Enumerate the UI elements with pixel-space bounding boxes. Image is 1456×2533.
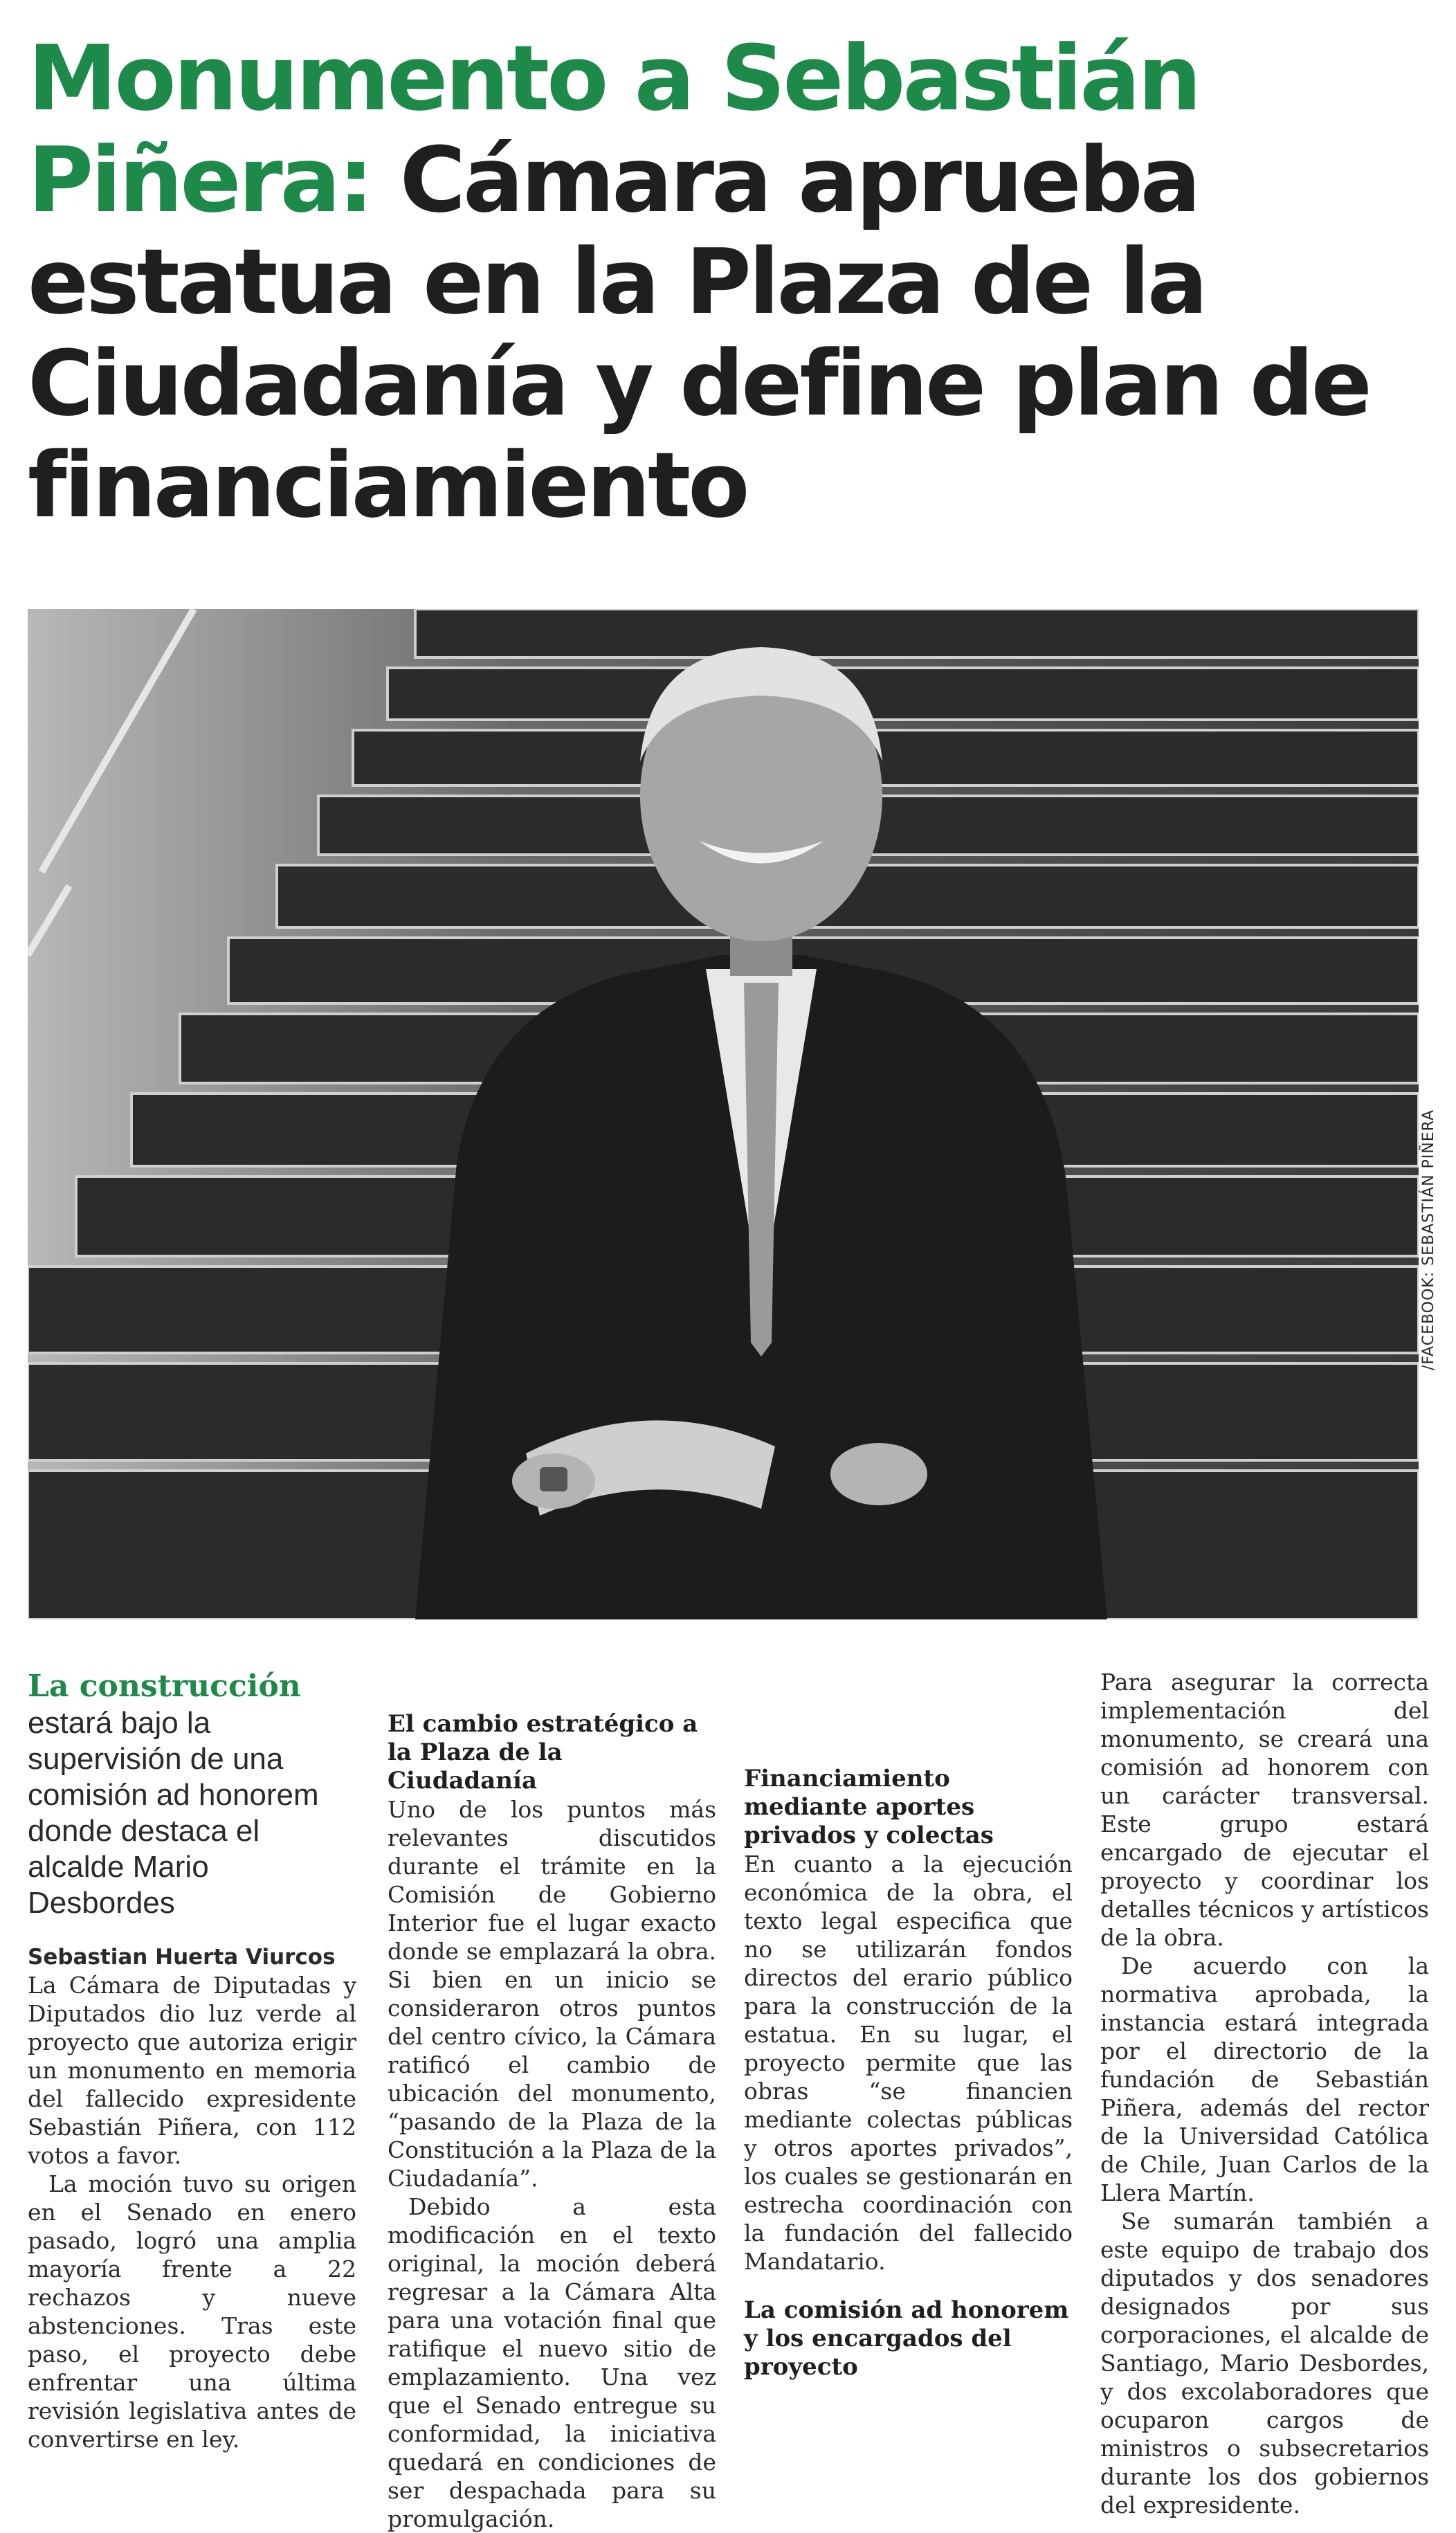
- photo-credit: /FACEBOOK: SEBASTIÁN PIÑERA: [1420, 1109, 1437, 1370]
- paragraph-7: De acuerdo con la normativa aprobada, la instancia estará integrada por el directorio de la fundación de Sebastián Piñera, además del rector de la Universidad Católica de Chile, Juan Carlos de la Llera Martín.: [1100, 1952, 1429, 2206]
- headline-black-part: Cámara aprueba estatua en la Plaza de la Ciudadanía y define plan de financiamiento: [28, 127, 1369, 538]
- main-photo: [28, 609, 1419, 1619]
- column-2: [388, 1661, 716, 2533]
- paragraph-5: En cuanto a la ejecución económica de la obra, el texto legal especifica que no se utilizarán fondos directos del erario público para la construcción de la estatua. En su lugar, el proyecto permite que las obras “se financien mediante colectas públicas y otros aportes privados”, los cuales se gestionarán en estrecha coordinación con la fundación del fallecido Mandatario.: [744, 1851, 1073, 2275]
- headline-green-part: Monumento a Sebastián Piñera:: [28, 26, 1199, 233]
- paragraph-2: La moción tuvo su origen en el Senado en enero pasado, logró una amplia mayoría frente a 22 rechazos y nueve abstenciones. Tras este paso, el proyecto debe enfrentar una última revisión legislativa antes de convertirse en ley.: [28, 2170, 356, 2453]
- paragraph-3: Uno de los puntos más relevantes discutidos durante el trámite en la Comisión de Gobierno Interior fue el lugar exacto donde se emplazará la obra. Si bien en un inicio se consideraron otros puntos del centro cívico, la Cámara ratificó el cambio de ubicación del monumento, “pasando de la Plaza de la Constitución a la Plaza de la Ciudadanía”.: [388, 1796, 716, 2192]
- pull-quote-label: La construcción: [28, 1669, 301, 1704]
- photo-illustration: [28, 609, 1419, 1619]
- subheading-financiamiento: Financiamiento mediante aportes privados y colectas: [744, 1765, 994, 1849]
- headline: [28, 28, 1398, 536]
- subheading-comision: La comisión ad honorem y los encargados del proyecto: [744, 2296, 1069, 2381]
- byline: Sebastian Huerta Viurcos: [28, 1945, 336, 1970]
- column-1: [28, 1668, 356, 2453]
- column-3: [744, 1744, 1073, 2381]
- paragraph-4: Debido a esta modificación en el texto original, la moción deberá regresar a la Cámara Alta para una votación final que ratifique el nuevo sitio de emplazamiento. Una vez que el Senado entregue su conformidad, la iniciativa quedará en condiciones de ser despachada para su promulgación.: [388, 2193, 716, 2532]
- subheading-plaza: El cambio estratégico a la Plaza de la Ciudadanía: [388, 1710, 698, 1795]
- pull-quote-text: estará bajo la supervisión de una comisión ad honorem donde destaca el alcalde Mario Desbordes: [28, 1706, 319, 1920]
- paragraph-1: La Cámara de Diputadas y Diputados dio luz verde al proyecto que autoriza erigir un monumento en memoria del fallecido expresidente Sebastián Piñera, con 112 votos a favor.: [28, 1972, 356, 2169]
- paragraph-6: Para asegurar la correcta implementación del monumento, se creará una comisión ad honorem con un carácter transversal. Este grupo estará encargado de ejecutar el proyecto y coordinar los detalles técnicos y artísticos de la obra.: [1100, 1669, 1429, 1951]
- column-4: [1100, 1668, 1429, 2519]
- paragraph-8: Se sumarán también a este equipo de trabajo dos diputados y dos senadores designados por sus corporaciones, el alcalde de Santiago, Mario Desbordes, y dos excolaboradores que ocuparon cargos de ministros o subsecretarios durante los dos gobiernos del expresidente.: [1100, 2208, 1429, 2518]
